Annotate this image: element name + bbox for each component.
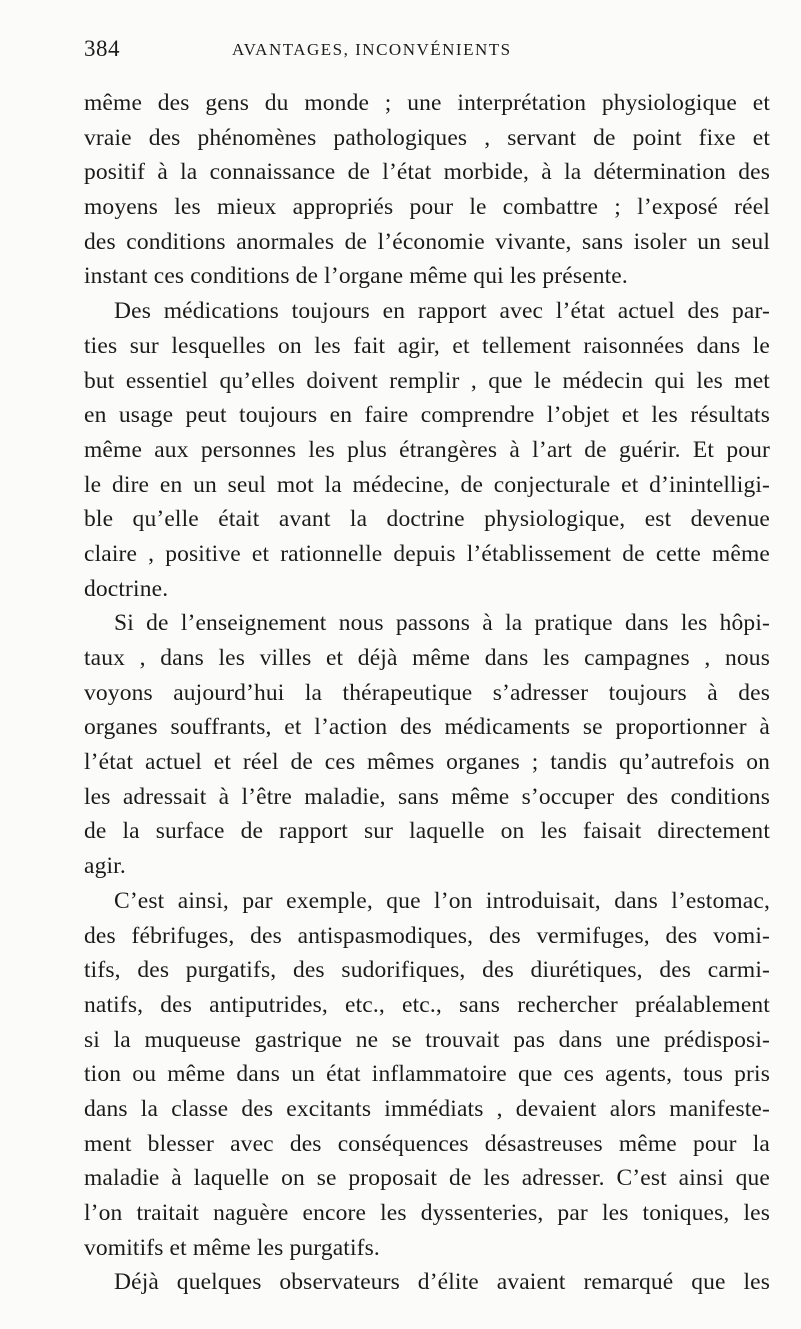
text-line: Déjà quelques observateurs d’élite avaient remarqué que les bbox=[114, 1269, 770, 1296]
text-line: le dire en un seul mot la médecine, de conjecturale et d’inintelligi- bbox=[84, 471, 770, 498]
text-line: l’on traitait naguère encore les dyssenteries, par les toniques, les bbox=[84, 1200, 770, 1226]
text-line: agir. bbox=[84, 853, 126, 880]
text-line: moyens les mieux appropriés pour le combattre ; l’exposé réel bbox=[84, 194, 770, 221]
text-line: si la muqueuse gastrique ne se trouvait pas dans une prédisposi- bbox=[84, 1026, 770, 1053]
text-line: taux , dans les villes et déjà même dans les campagnes , nous bbox=[84, 645, 770, 671]
text-line: C’est ainsi, par exemple, que l’on introduisait, dans l’estomac, bbox=[114, 887, 770, 914]
text-line: même des gens du monde ; une interprétation physiologique et bbox=[84, 90, 770, 116]
text-line: natifs, des antiputrides, etc., etc., sans rechercher préalablement bbox=[84, 991, 770, 1018]
text-line: positif à la connaissance de l’état morbide, à la détermination des bbox=[84, 159, 770, 186]
text-line: ment blesser avec des conséquences désastreuses même pour la bbox=[84, 1130, 770, 1157]
text-line: même aux personnes les plus étrangères à l’art de guérir. Et pour bbox=[84, 436, 770, 463]
page-header bbox=[84, 36, 774, 66]
text-line: ties sur lesquelles on les fait agir, et tellement raisonnées dans le bbox=[84, 332, 770, 359]
text-line: de la surface de rapport sur laquelle on les faisait directement bbox=[84, 818, 770, 845]
text-line: des fébrifuges, des antispasmodiques, des vermifuges, des vomi- bbox=[84, 922, 770, 949]
page-number: 384 bbox=[84, 36, 120, 61]
text-line: des conditions anormales de l’économie vivante, sans isoler un seul bbox=[84, 228, 770, 255]
text-line: dans la classe des excitants immédiats , devaient alors manifeste- bbox=[84, 1095, 770, 1122]
text-line: vomitifs et même les purgatifs. bbox=[84, 1234, 380, 1261]
text-line: Si de l’enseignement nous passons à la pratique dans les hôpi- bbox=[114, 610, 770, 637]
text-line: claire , positive et rationnelle depuis l’établissement de cette même bbox=[84, 540, 770, 567]
text-line: les adressait à l’être maladie, sans même s’occuper des conditions bbox=[84, 783, 770, 810]
text-line: but essentiel qu’elles doivent remplir , que le médecin qui les met bbox=[84, 367, 770, 394]
running-head: AVANTAGES, INCONVÉNIENTS bbox=[232, 40, 512, 59]
text-line: tifs, des purgatifs, des sudorifiques, des diurétiques, des carmi- bbox=[84, 957, 770, 984]
text-line: tion ou même dans un état inflammatoire que ces agents, tous pris bbox=[84, 1061, 770, 1088]
text-line: doctrine. bbox=[84, 575, 169, 602]
text-line: en usage peut toujours en faire comprendre l’objet et les résultats bbox=[84, 402, 770, 429]
text-line: organes souffrants, et l’action des médicaments se proportionner à bbox=[84, 714, 770, 741]
text-line: l’état actuel et réel de ces mêmes organes ; tandis qu’autrefois on bbox=[84, 749, 770, 776]
text-line: maladie à laquelle on se proposait de les adresser. C’est ainsi que bbox=[84, 1165, 770, 1192]
text-line: vraie des phénomènes pathologiques , servant de point fixe et bbox=[84, 124, 770, 151]
text-line: Des médications toujours en rapport avec l’état actuel des par- bbox=[114, 298, 770, 325]
text-line: voyons aujourd’hui la thérapeutique s’adresser toujours à des bbox=[84, 679, 770, 706]
text-line: ble qu’elle était avant la doctrine physiologique, est devenue bbox=[84, 506, 770, 533]
body-text bbox=[84, 86, 770, 1300]
text-line: instant ces conditions de l’organe même qui les présente. bbox=[84, 263, 628, 290]
